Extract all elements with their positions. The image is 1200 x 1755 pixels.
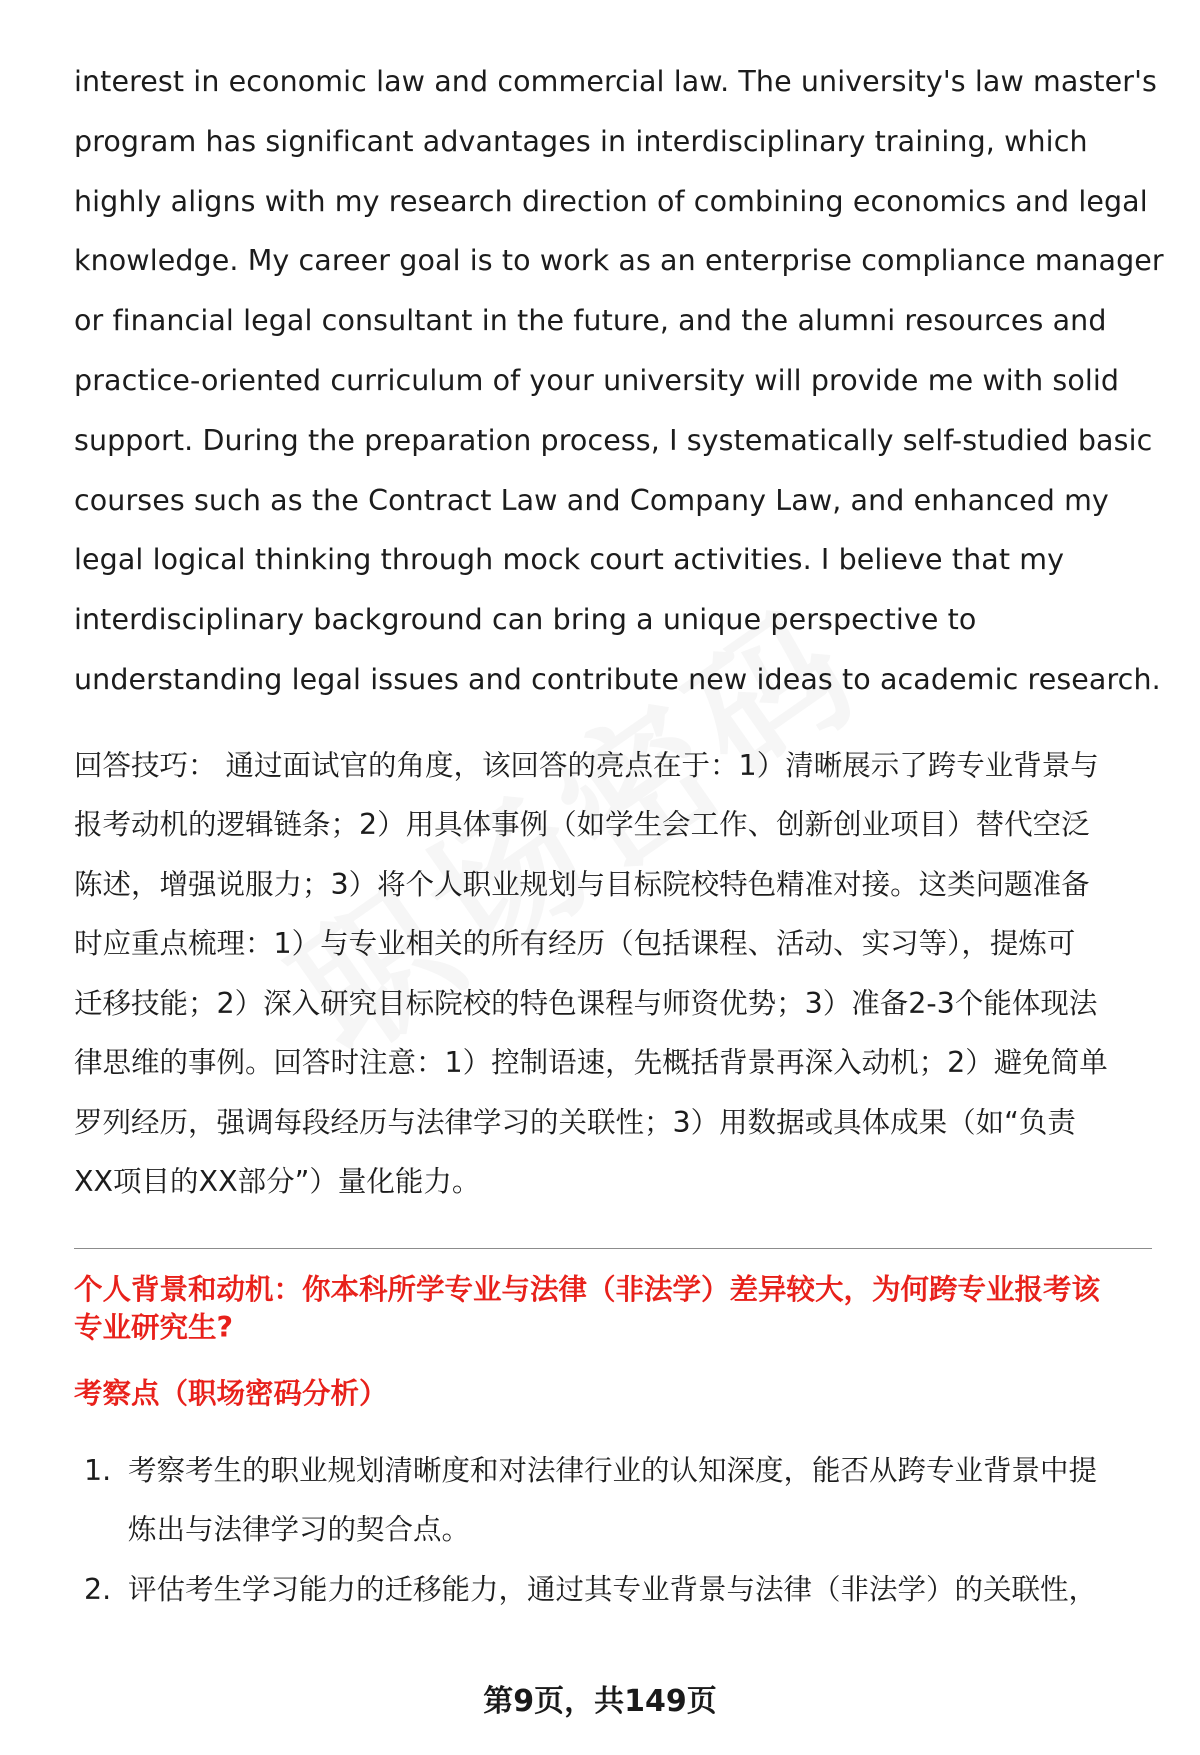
text-line: interest in economic law and commercial law. The university's law master's	[74, 65, 1158, 98]
list-item-number: 1.	[84, 1453, 112, 1487]
question-heading	[74, 1271, 1152, 1347]
text-line: 报考动机的逻辑链条；2）用具体事例（如学生会工作、创新创业项目）替代空泛	[74, 808, 1090, 842]
text-line: 回答技巧： 通过面试官的角度，该回答的亮点在于：1）清晰展示了跨专业背景与	[74, 748, 1099, 782]
text-line: XX项目的XX部分”）量化能力。	[74, 1165, 481, 1199]
text-line: 迁移技能；2）深入研究目标院校的特色课程与师资优势；3）准备2-3个能体现法	[74, 986, 1098, 1020]
english-answer-paragraph	[74, 52, 1164, 710]
section-divider	[74, 1248, 1152, 1249]
assessment-points-list	[74, 1441, 1152, 1620]
text-line: or financial legal consultant in the future, and the alumni resources and	[74, 304, 1107, 338]
heading-line: 个人背景和动机：你本科所学专业与法律（非法学）差异较大，为何跨专业报考该	[74, 1272, 1101, 1306]
text-line: 陈述，增强说服力；3）将个人职业规划与目标院校特色精准对接。这类问题准备	[74, 867, 1090, 901]
text-line: 考察考生的职业规划清晰度和对法律行业的认知深度，能否从跨专业背景中提	[128, 1453, 1098, 1487]
text-line: 时应重点梳理：1）与专业相关的所有经历（包括课程、活动、实习等），提炼可	[74, 927, 1076, 961]
text-line: understanding legal issues and contribute new ideas to academic research.	[74, 662, 1161, 696]
assessment-points-heading: 考察点（职场密码分析）	[74, 1376, 388, 1410]
text-line: legal logical thinking through mock court activities. I believe that my	[74, 543, 1065, 577]
text-line: 评估考生学习能力的迁移能力，通过其专业背景与法律（非法学）的关联性，	[128, 1572, 1098, 1606]
text-line: 炼出与法律学习的契合点。	[128, 1513, 471, 1547]
text-line: support. During the preparation process, I systematically self-studied basic	[74, 423, 1153, 457]
document-page	[74, 52, 1164, 1619]
text-line: interdisciplinary background can bring a unique perspective to	[74, 603, 977, 637]
list-item	[74, 1560, 1152, 1620]
text-line: courses such as the Contract Law and Company Law, and enhanced my	[74, 483, 1109, 517]
text-line: highly aligns with my research direction of combining economics and legal	[74, 184, 1148, 218]
text-line: 罗列经历，强调每段经历与法律学习的关联性；3）用数据或具体成果（如“负责	[74, 1105, 1076, 1139]
list-item-number: 2.	[84, 1572, 112, 1606]
answer-tips-paragraph	[74, 736, 1152, 1212]
heading-line: 专业研究生?	[74, 1310, 234, 1344]
text-line: practice-oriented curriculum of your university will provide me with solid	[74, 363, 1120, 397]
list-item	[74, 1441, 1152, 1560]
text-line: knowledge. My career goal is to work as an enterprise compliance manager	[74, 244, 1164, 278]
text-line: 律思维的事例。回答时注意：1）控制语速，先概括背景再深入动机；2）避免简单	[74, 1046, 1108, 1080]
page-number-footer: 第9页，共149页	[483, 1684, 717, 1719]
text-line: program has significant advantages in interdisciplinary training, which	[74, 124, 1088, 158]
